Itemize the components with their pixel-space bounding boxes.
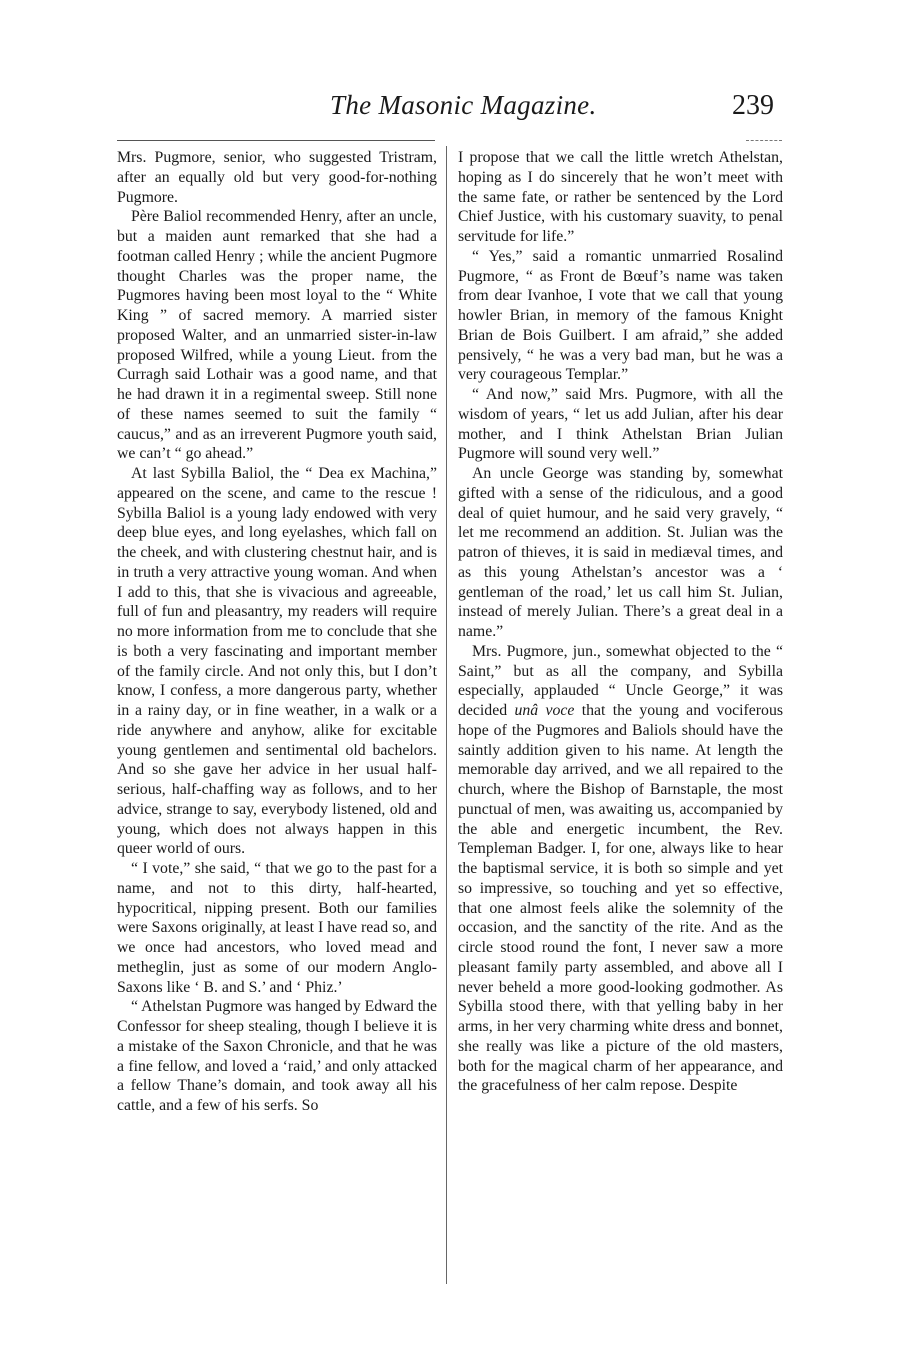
header-rule-right [746, 140, 782, 141]
italic-phrase: unâ voce [514, 702, 575, 719]
paragraph: “ And now,” said Mrs. Pugmore, with all the wisdom of years, “ let us add Julian, after his dear mother, and I think Athelstan Brian Julian Pugmore will sound very well.” [458, 386, 783, 463]
paragraph: I propose that we call the little wretch Athelstan, hoping as I do sincerely that he won’t meet with the same fate, or rather be sentenced by the Lord Chief Justice, with his customary suavity, to penal servitude for life.” [458, 149, 783, 245]
paragraph: An uncle George was standing by, somewhat gifted with a sense of the ridiculous, and a good deal of quiet humour, and he said very gravely, “ let me recommend an addition. St. Julian was the patron of thieves, it is said in mediæval times, and as this young Athelstan’s ancestor was a ‘ gentleman of the road,’ let us call him St. Julian, instead of merely Julian. There’s a great deal in a name.” [458, 465, 783, 640]
header-rule-left [117, 140, 435, 141]
left-column [117, 148, 437, 1116]
right-column [458, 148, 783, 1096]
paragraph: “ I vote,” she said, “ that we go to the past for a name, and not to this dirty, half-hearted, hypocritical, nipping present. Both our families were Saxons originally, at least I have read so, and we once had ancestors, who loved mead and metheglin, just as some of our modern Anglo-Saxons like ‘ B. and S.’ and ‘ Phiz.’ [117, 860, 437, 996]
paragraph-with-italic [458, 642, 783, 1096]
running-head-title: The Masonic Magazine. [330, 90, 597, 120]
page-number: 239 [732, 90, 774, 121]
paragraph: “ Yes,” said a romantic unmarried Rosalind Pugmore, “ as Front de Bœuf’s name was taken from dear Ivanhoe, I vote that we call that young howler Brian, in memory of the famous Knight Brian de Bois Guilbert. I am afraid,” she added pensively, “ he was a very bad man, but he was a very courageous Templar.” [458, 247, 783, 384]
paragraph: Père Baliol recommended Henry, after an uncle, but a maiden aunt remarked that she had a footman called Henry ; while the ancient Pugmore thought Charles was the proper name, the Pugmores having been most loyal to the “ White King ” of sacred memory. A married sister proposed Walter, and an unmarried sister-in-law proposed Wilfred, while a young Lieut. from the Curragh said Lothair was a good name, and that he had drawn it in a regimental sweep. Still none of these names seemed to suit the family “ caucus,” and as an irreverent Pugmore youth said, we can’t “ go ahead.” [117, 208, 437, 463]
text-run: that the young and vociferous hope of the Pugmores and Baliols should have the saintly addition given to his name. At length the memorable day arrived, and we all repaired to the church, where the Bishop of Barnstaple, the most punctual of men, was awaiting us, accompanied by the able and energetic incumbent, the Rev. Templeman Badger. I, for one, always like to hear the baptismal service, it is both so simple and yet so impressive, so touching and yet so effective, that one almost feels alike the solemnity of the occasion, and the sanctity of the rite. And as the circle stood round the font, I never saw a more pleasant family party assembled, and above all I never beheld a more good-looking godmother. As Sybilla stood there, with that yelling baby in her arms, in her very charming white dress and bonnet, she really was like a picture of the old masters, both for the magical charm of her appearance, and the gracefulness of her calm repose. Despite [458, 702, 783, 1095]
paragraph: “ Athelstan Pugmore was hanged by Edward the Confessor for sheep stealing, though I believe it is a mistake of the Saxon Chronicle, and that he was a fine fellow, and loved a ‘raid,’ and only attacked a fellow Thane’s domain, and took away all his cattle, and a few of his serfs. So [117, 998, 437, 1114]
paragraph: At last Sybilla Baliol, the “ Dea ex Machina,” appeared on the scene, and came to the rescue ! Sybilla Baliol is a young lady endowed with very deep blue eyes, and long eyelashes, which fall on the cheek, and with clustering chestnut hair, and is in truth a very attractive young woman. And when I add to this, that she is vivacious and agreeable, full of fun and pleasantry, my readers will require no more information from me to conclude that she is both a very fascinating and important member of the family circle. And not only this, but I don’t know, I confess, a more dangerous party, whether in a rainy day, or in fine weather, in a walk or a ride anywhere and anyhow, alike for excitable young gentlemen and sentimental old bachelors. And so she gave her advice in her usual half-serious, half-chaffing way as follows, and to her advice, strange to say, everybody listened, old and young, which does not always happen in this queer world of ours. [117, 465, 437, 858]
column-divider [446, 146, 447, 1284]
paragraph: Mrs. Pugmore, senior, who suggested Tristram, after an equally old but very good-for-nothing Pugmore. [117, 149, 437, 206]
text-run: Mrs. Pugmore, jun., somewhat objected to the “ Saint,” but as all the company, and Sybilla especially, applauded “ Uncle George,” it was decided [458, 642, 783, 719]
